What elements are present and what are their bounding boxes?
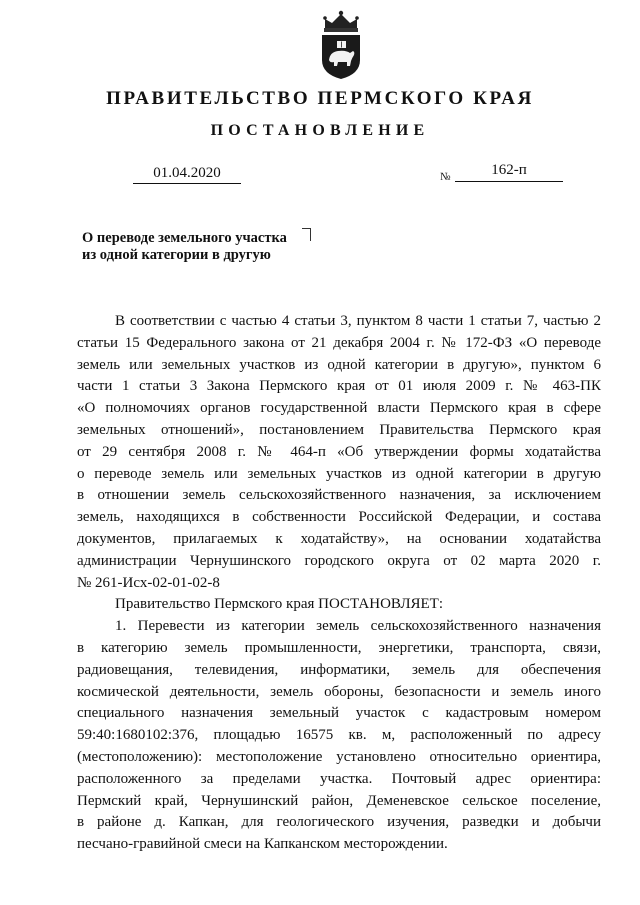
item-line: специального назначения земельный участок с кадастровым номером (77, 705, 601, 722)
document-number: 162-п (455, 162, 563, 182)
item-line: расположенного за пределами участка. Почтовый адрес ориентира: (77, 770, 601, 787)
body-line: земель или земельных участков из одной категории в другую», пунктом 6 (77, 356, 601, 373)
subject-line: О переводе земельного участка (82, 230, 287, 246)
body-line: части 1 статьи 3 Закона Пермского края от 01 июля 2009 г. № 463-ПК (77, 378, 601, 395)
body-line: о переводе земель или земельных участков из одной категории в другую (77, 465, 601, 482)
body-line: в отношении земель сельскохозяйственного назначения, за исключением (77, 487, 601, 504)
item-line: радиовещания, телевидения, информатики, земель для обеспечения (77, 661, 601, 678)
government-title: ПРАВИТЕЛЬСТВО ПЕРМСКОГО КРАЯ (106, 88, 534, 109)
subject-line: из одной категории в другую (82, 247, 271, 263)
item-line: песчано-гравийной смеси на Капканском месторождении. (77, 836, 448, 853)
item-line: в категорию земель промышленности, энергетики, транспорта, связи, (77, 639, 601, 656)
body-line: документов, прилагаемых к ходатайству», на основании ходатайства (77, 530, 601, 547)
item-line: Пермский край, Чернушинский район, Деменевское сельское поселение, (77, 792, 601, 809)
document-type: ПОСТАНОВЛЕНИЕ (210, 122, 430, 139)
item-line: 59:40:1680102:376, площадью 16575 кв. м, расположенный по адресу (77, 727, 601, 744)
body-line: В соответствии с частью 4 статьи 3, пунктом 8 части 1 статьи 7, частью 2 (115, 313, 601, 329)
item-line: (местоположению): местоположение установлено относительно ориентира, (77, 748, 601, 765)
number-sign: № (440, 171, 451, 183)
body-line: земель, находящихся в собственности Российской Федерации, и состава (77, 509, 601, 526)
body-line: «О полномочиях органов государственной власти Пермского края в сфере (77, 400, 601, 417)
body-line: от 29 сентября 2008 г. № 464-п «Об утверждении формы ходатайства (77, 443, 601, 460)
body-line: земельных отношений», постановлением Правительства Пермского края (77, 421, 601, 438)
document-body (77, 311, 601, 856)
document-subject (82, 230, 287, 264)
coat-of-arms-icon (316, 8, 366, 80)
item-line: 1. Перевести из категории земель сельскохозяйственного назначения (115, 618, 601, 635)
item-line: в районе д. Капкан, для геологического изучения, разведки и добычи (77, 814, 601, 831)
corner-bracket (302, 228, 311, 241)
document-date: 01.04.2020 (133, 165, 241, 184)
body-line: администрации Чернушинского городского округа от 02 марта 2020 г. (77, 552, 601, 569)
item-line: космической деятельности, земель обороны, безопасности и земель иного (77, 683, 601, 700)
body-line: статьи 15 Федерального закона от 21 декабря 2004 г. № 172-ФЗ «О переводе (77, 334, 601, 351)
body-line: № 261-Исх-02-01-02-8 (77, 574, 220, 591)
resolves-line: Правительство Пермского края ПОСТАНОВЛЯЕТ: (115, 596, 444, 613)
